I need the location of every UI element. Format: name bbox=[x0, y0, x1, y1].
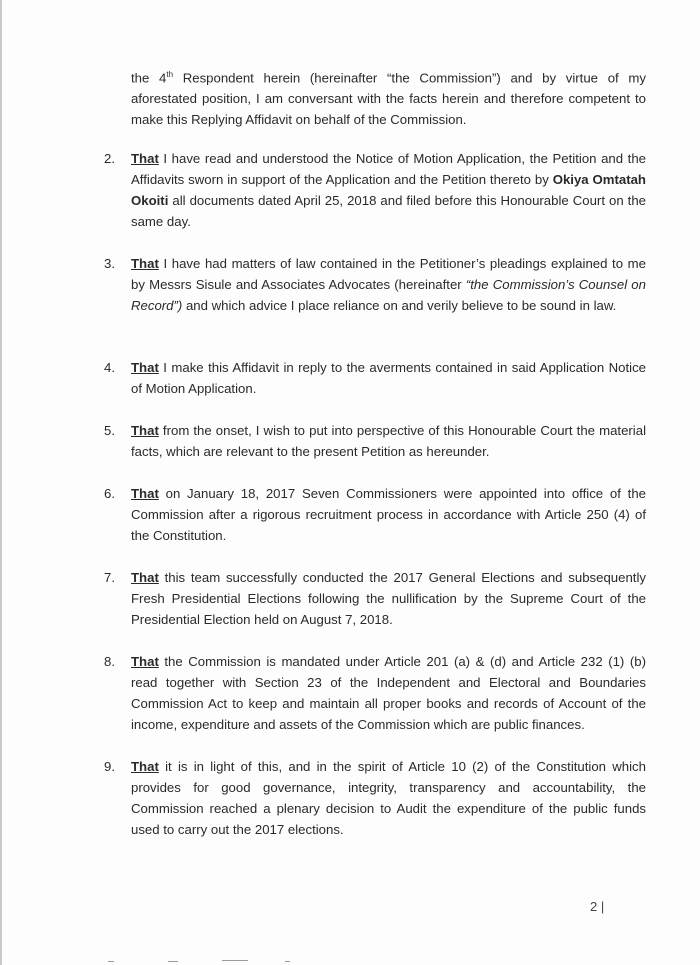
lead-word: That bbox=[131, 256, 159, 271]
paragraph-number: 8. bbox=[104, 654, 115, 669]
paragraph-8 bbox=[131, 651, 646, 735]
paragraph-6 bbox=[131, 483, 646, 546]
page-number: 2 | bbox=[590, 899, 605, 914]
paragraph-number: 6. bbox=[104, 486, 115, 501]
scan-speck bbox=[168, 961, 178, 962]
paragraph-text: and which advice I place reliance on and verily believe to be sound in law. bbox=[182, 298, 617, 313]
paragraph-text: I make this Affidavit in reply to the averments contained in said Application Notice of Motion Application. bbox=[131, 360, 646, 396]
paragraph-text: it is in light of this, and in the spirit of Article 10 (2) of the Constitution which provides for good governance, integrity, transparency and accountability, the Commission reached a plenary decision to Audit the expenditure of the public funds used to carry out the 2017 elections. bbox=[131, 759, 646, 837]
paragraph-number: 5. bbox=[104, 423, 115, 438]
lead-word: That bbox=[131, 360, 159, 375]
paragraph-text: I have had matters of law contained in the Petitioner’s pleadings explained to me by Messrs Sisule and Associates Advocates (hereinafter bbox=[131, 256, 646, 292]
intro-text-a: the 4 bbox=[131, 70, 167, 86]
scan-speck bbox=[285, 961, 290, 962]
paragraph-3 bbox=[131, 253, 646, 316]
paragraph-text: I have read and understood the Notice of Motion Application, the Petition and the Affidavits sworn in support of the Application and the Petition thereto by bbox=[131, 151, 646, 187]
page-edge bbox=[0, 0, 2, 965]
paragraph-text: this team successfully conducted the 2017 General Elections and subsequently Fresh Presidential Elections following the nullification by the Supreme Court of the Presidential Election held on August 7, 2018. bbox=[131, 570, 646, 627]
paragraph-text: on January 18, 2017 Seven Commissioners were appointed into office of the Commission after a rigorous recruitment process in accordance with Article 250 (4) of the Constitution. bbox=[131, 486, 646, 543]
counsel-term: “the Commission’s Counsel on Record”) bbox=[131, 277, 646, 313]
paragraph-number: 2. bbox=[104, 151, 115, 166]
paragraph-text: all documents dated April 25, 2018 and filed before this Honourable Court on the same day. bbox=[131, 193, 646, 229]
lead-word: That bbox=[131, 654, 159, 669]
lead-word: That bbox=[131, 486, 159, 501]
paragraph-number: 3. bbox=[104, 256, 115, 271]
paragraph-2 bbox=[131, 148, 646, 232]
intro-superscript: th bbox=[166, 70, 174, 79]
paragraph-text: from the onset, I wish to put into perspective of this Honourable Court the material facts, which are relevant to the present Petition as hereunder. bbox=[131, 423, 646, 459]
intro-paragraph bbox=[131, 64, 646, 130]
lead-word: That bbox=[131, 759, 159, 774]
lead-word: That bbox=[131, 423, 159, 438]
paragraph-7 bbox=[131, 567, 646, 630]
paragraph-text: the Commission is mandated under Article 201 (a) & (d) and Article 232 (1) (b) read together with Section 23 of the Independent and Electoral and Boundaries Commission Act to keep and maintain all proper books and records of Account of the income, expenditure and assets of the Commission which are public finances. bbox=[131, 654, 646, 732]
paragraph-number: 9. bbox=[104, 759, 115, 774]
lead-word: That bbox=[131, 570, 159, 585]
lead-word: That bbox=[131, 151, 159, 166]
scan-speck bbox=[222, 960, 248, 961]
intro-text-b: Respondent herein (hereinafter “the Commission”) and by virtue of my aforestated position, I am conversant with the facts herein and therefore competent to make this Replying Affidavit on behalf of the Commission. bbox=[131, 70, 646, 128]
paragraph-9 bbox=[131, 756, 646, 840]
paragraph-number: 4. bbox=[104, 360, 115, 375]
paragraph-number: 7. bbox=[104, 570, 115, 585]
scan-speck bbox=[108, 961, 114, 962]
paragraph-4 bbox=[131, 357, 646, 399]
paragraph-5 bbox=[131, 420, 646, 462]
petitioner-name: Okiya Omtatah Okoiti bbox=[131, 172, 646, 208]
